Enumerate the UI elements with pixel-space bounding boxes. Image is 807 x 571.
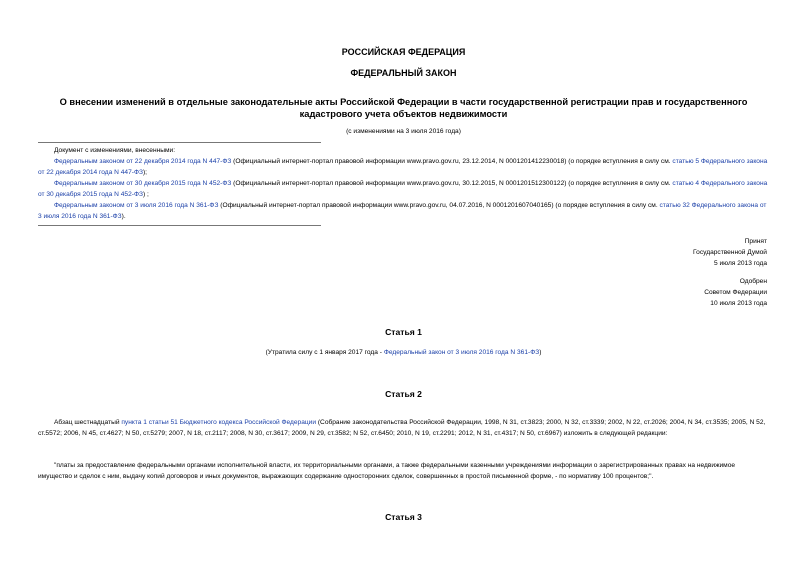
change-item bbox=[38, 200, 769, 222]
article-1-heading: Статья 1 bbox=[385, 327, 422, 337]
adoption-date: 5 июля 2013 года bbox=[713, 260, 767, 267]
change-tail: ). bbox=[121, 213, 126, 220]
repealing-law-link[interactable]: Федеральный закон от 3 июля 2016 года N 361-ФЗ bbox=[383, 349, 540, 356]
divider bbox=[38, 142, 321, 143]
change-item bbox=[38, 156, 769, 178]
change-text: (Официальный интернет-портал правовой информации www.pravo.gov.ru, 23.12.2014, N 0001201412230018) (о порядке вступления в силу см. bbox=[231, 158, 673, 165]
amending-law-link[interactable]: Федеральным законом от 3 июля 2016 года N 361-ФЗ bbox=[54, 202, 219, 209]
change-tail: ); bbox=[142, 169, 147, 176]
article-2-quote: "платы за предоставление федеральными органами исполнительной власти, их территориальными органами, а также федеральными казенными учреждениями информации о зарегистрированных правах на недвижимое имущество и сделок с ним, выдачу копий договоров и иных документов, выражающих содержание односторонних сделок, совершенных в простой письменной форме, - по нормативу 100 процентов;". bbox=[38, 462, 736, 480]
doc-type-heading: ФЕДЕРАЛЬНЫЙ ЗАКОН bbox=[350, 68, 457, 78]
amending-law-link[interactable]: Федеральным законом от 30 декабря 2015 года N 452-ФЗ bbox=[54, 180, 232, 187]
note-suffix: ) bbox=[539, 349, 542, 356]
amending-law-link[interactable]: Федеральным законом от 22 декабря 2014 года N 447-ФЗ bbox=[54, 158, 232, 165]
country-heading: РОССИЙСКАЯ ФЕДЕРАЦИЯ bbox=[341, 47, 466, 57]
budget-code-link[interactable]: пункта 1 статьи 51 Бюджетного кодекса Российской Федерации bbox=[121, 419, 317, 426]
approval-line: Одобрен bbox=[739, 278, 767, 285]
change-text: (Официальный интернет-портал правовой информации www.pravo.gov.ru, 30.12.2015, N 0001201512300122) (о порядке вступления в силу см. bbox=[231, 180, 673, 187]
article-2-paragraph bbox=[38, 417, 769, 439]
divider bbox=[38, 225, 321, 226]
adoption-line: Принят bbox=[744, 238, 767, 245]
paragraph-prefix: Абзац шестнадцатый bbox=[54, 419, 122, 426]
change-item bbox=[38, 178, 769, 200]
changes-intro: Документ с изменениями, внесенными: bbox=[54, 147, 176, 154]
note-prefix: (Утратила силу с 1 января 2017 года - bbox=[265, 349, 384, 356]
article-3-heading: Статья 3 bbox=[385, 512, 422, 522]
article-2-heading: Статья 2 bbox=[385, 389, 422, 399]
article-1-note bbox=[0, 347, 807, 358]
approval-line: Советом Федерации bbox=[704, 289, 767, 296]
change-tail: ) ; bbox=[142, 191, 149, 198]
entry-into-force-link[interactable]: статью 4 Федерального закона от 30 декабря 2015 года N 452-ФЗ bbox=[38, 180, 768, 198]
council-approval bbox=[704, 276, 767, 309]
duma-adoption bbox=[693, 236, 767, 269]
approval-date: 10 июля 2013 года bbox=[710, 300, 767, 307]
change-text: (Официальный интернет-портал правовой информации www.pravo.gov.ru, 04.07.2016, N 0001201607040165) (о порядке вступления в силу см. bbox=[218, 202, 660, 209]
entry-into-force-link[interactable]: статью 5 Федерального закона от 22 декабря 2014 года N 447-ФЗ bbox=[38, 158, 768, 176]
changes-block bbox=[38, 145, 769, 222]
adoption-line: Государственной Думой bbox=[693, 249, 767, 256]
entry-into-force-link[interactable]: статью 32 Федерального закона от 3 июля 2016 года N 361-ФЗ bbox=[38, 202, 767, 220]
document-title: О внесении изменений в отдельные законодательные акты Российской Федерации в части государственной регистрации прав и государственного кадастрового учета объектов недвижимости bbox=[59, 97, 748, 119]
revision-note: (с изменениями на 3 июля 2016 года) bbox=[346, 128, 461, 135]
paragraph-text: (Собрание законодательства Российской Федерации, 1998, N 31, ст.3823; 2000, N 32, ст.3339; 2002, N 22, ст.2026; 2004, N 34, ст.3535; 2005, N 52, ст.5572; 2006, N 45, ст.4627; N 50, ст.5279; 2007, N 18, ст.2117; 2008, N 30, ст.3617; 2009, N 29, ст.3582; N 52, ст.6450; 2010, N 19, ст.2291; 2012, N 31, ст.4317; N 50, ст.6967) изложить в следующей редакции: bbox=[38, 419, 766, 437]
